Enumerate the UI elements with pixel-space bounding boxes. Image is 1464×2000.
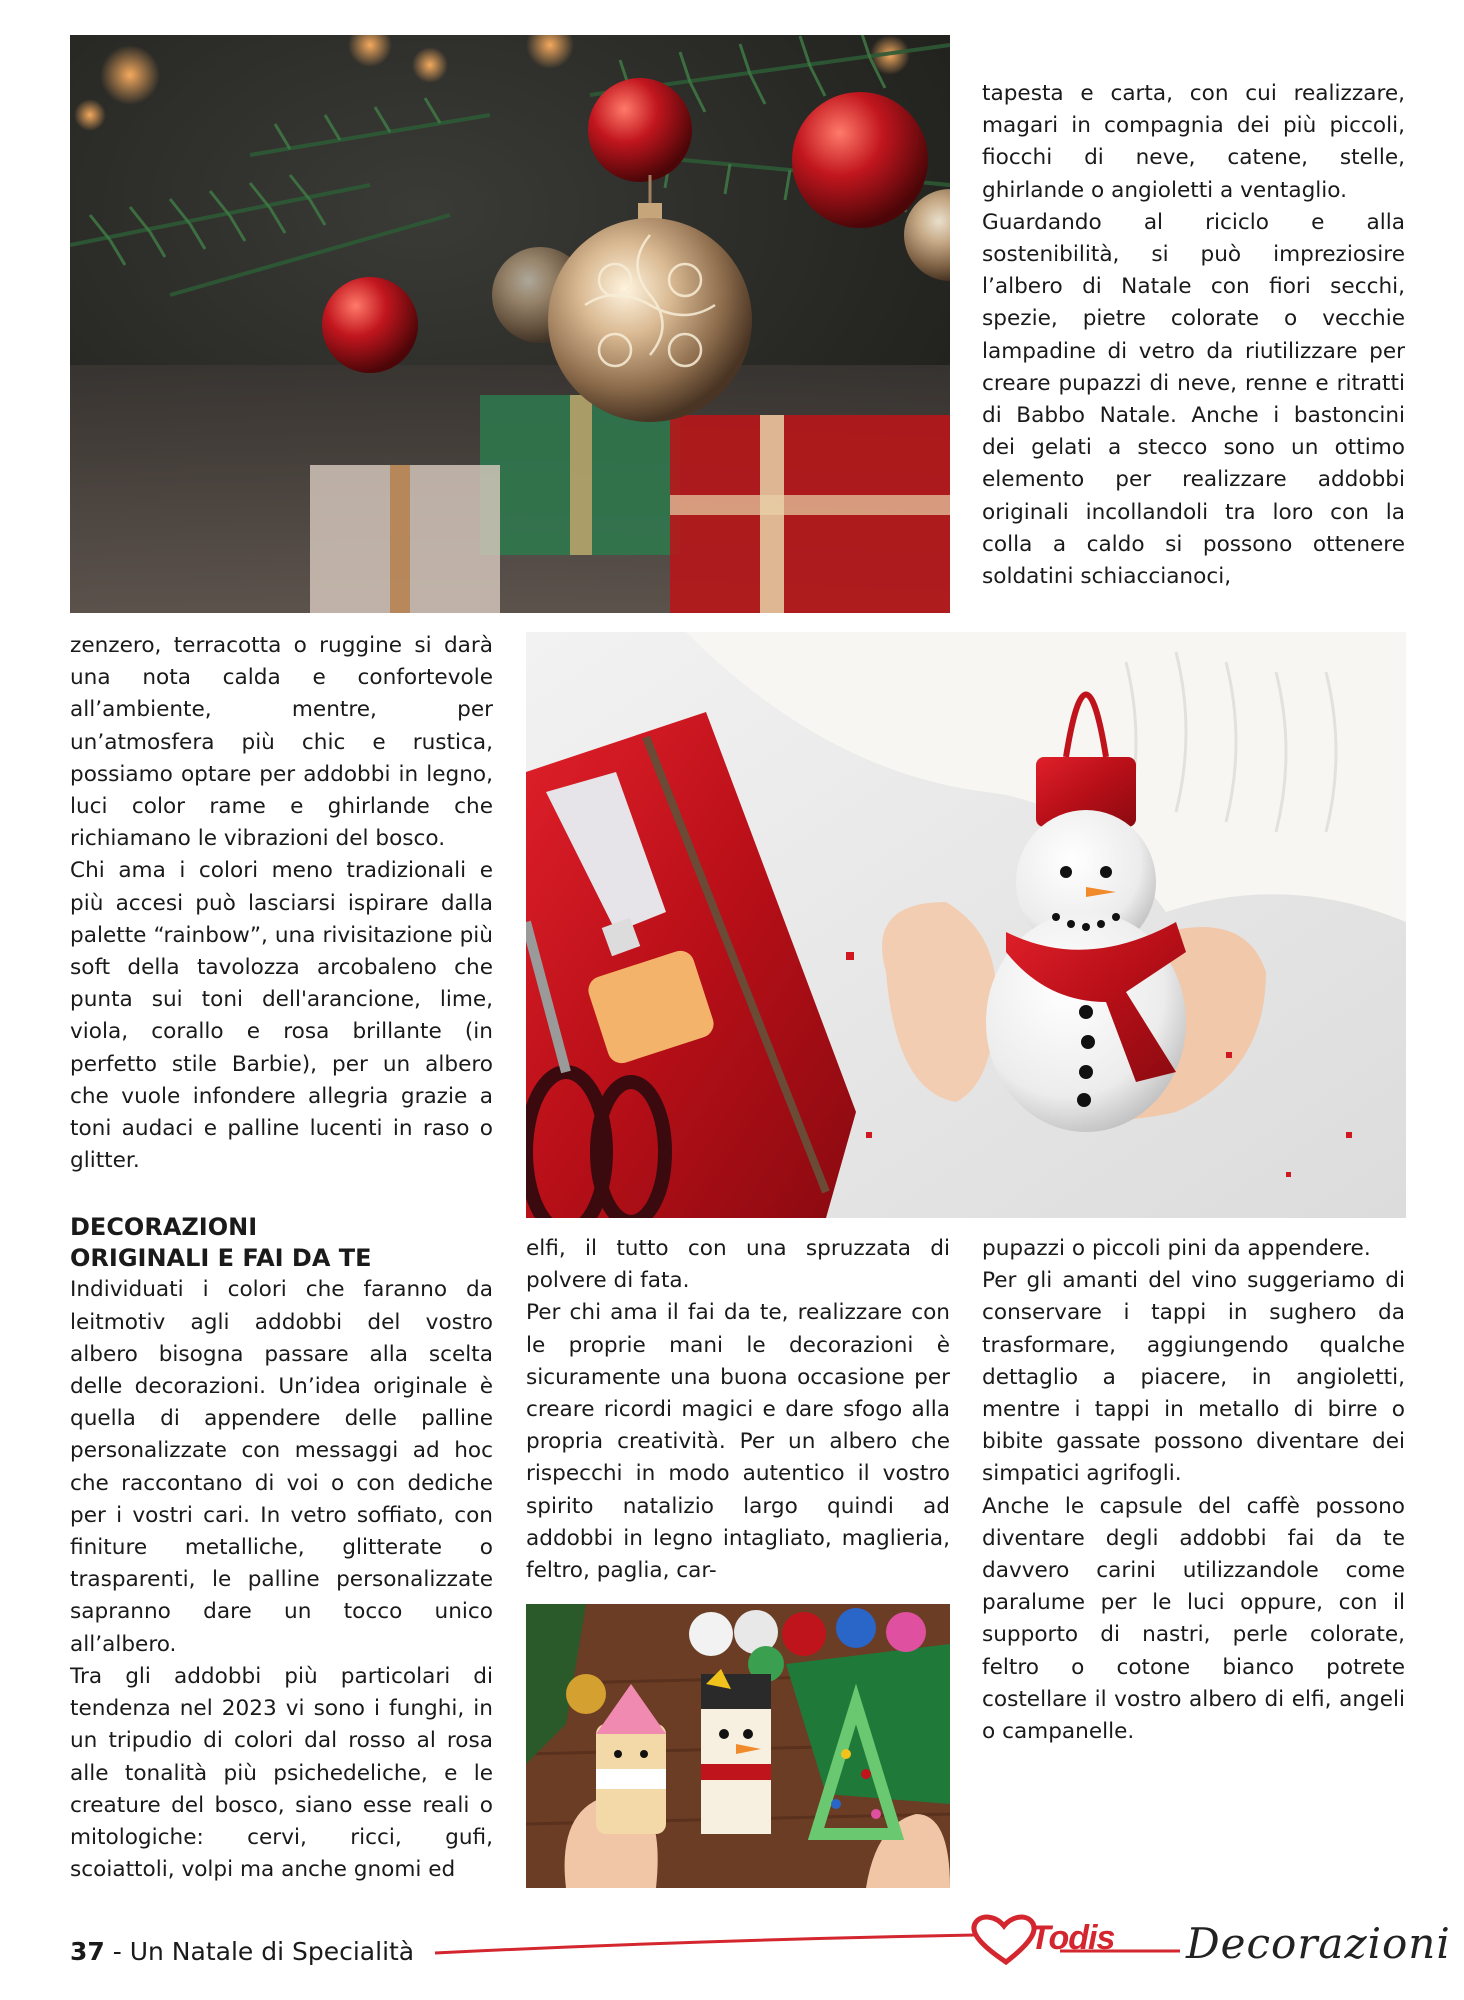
article-column-middle xyxy=(526,1233,950,1587)
paragraph: Chi ama i colori meno tradizionali e più accesi può lasciarsi ispirare dalla palette “rainbow”, una rivisitazione più soft della tavolozza arcobaleno che punta sui toni dell'arancione, lime, viola, corallo e rosa brillante (in perfetto stile Barbie), per un albero che vuole infondere allegria grazie a toni audaci e palline lucenti in raso o glitter. xyxy=(70,858,493,1174)
popsicle-crafts-photo xyxy=(526,1604,950,1888)
christmas-tree-illustration xyxy=(70,35,950,613)
section-heading-line-2: ORIGINALI E FAI DA TE xyxy=(70,1244,372,1273)
paragraph: Per chi ama il fai da te, realizzare con le proprie mani le decorazioni è sicuramente una buona occasione per creare ricordi magici e dare sfogo alla propria creatività. Per un albero che rispecchi in modo autentico il vostro spirito natalizio largo quindi ad addobbi in legno intagliato, maglieria, feltro, paglia, car- xyxy=(526,1300,950,1584)
paragraph: Per gli amanti del vino suggeriamo di conservare i tappi in sughero da trasformare, aggiungendo qualche dettaglio a piacere, in angioletti, mentre i tappi in metallo di birre o bibite gassate possono diventare dei simpatici agrifogli. xyxy=(982,1268,1405,1487)
paragraph: zenzero, terracotta o ruggine si darà una nota calda e confortevole all’ambiente, mentre, per un’atmosfera più chic e rustica, possiamo optare per addobbi in legno, luci color rame e ghirlande che richiamano le vibrazioni del bosco. xyxy=(70,633,493,852)
footer-separator: - xyxy=(104,1937,130,1966)
paragraph: Tra gli addobbi più particolari di tendenza nel 2023 vi sono i funghi, in un tripudio di colori dal rosso al rosa alle tonalità più psichedeliche, e le creature del bosco, siano esse reali o mitologiche: cervi, ricci, gufi, scoiattoli, volpi ma anche gnomi ed xyxy=(70,1663,493,1883)
paragraph: pupazzi o piccoli pini da appendere. xyxy=(982,1236,1371,1261)
paragraph: Individuati i colori che faranno da leitmotiv agli addobbi del vostro albero bisogna passare alla scelta delle decorazioni. Un’idea originale è quella di appendere delle palline personalizzate con messaggi ad hoc che raccontano di voi o con dediche per i vostri cari. In vetro soffiato, con finiture metalliche, glitterate o trasparenti, le palline personalizzate sapranno dare un tocco unico all’albero. xyxy=(70,1277,493,1657)
spacer xyxy=(70,1177,493,1212)
article-column-right-top xyxy=(982,78,1405,593)
section-name: Decorazioni xyxy=(1186,1919,1451,1968)
publication-title: Un Natale di Specialità xyxy=(129,1937,415,1966)
snowman-lightbulb-photo xyxy=(526,632,1406,1218)
paragraph: Anche le capsule del caffè possono diventare degli addobbi fai da te davvero carini utilizzandole come paralume per le luci oppure, con il supporto di nastri, perle colorate, feltro o cotone bianco potrete costellare il vostro albero di elfi, angeli o campanelle. xyxy=(982,1493,1405,1745)
paragraph: tapesta e carta, con cui realizzare, magari in compagnia dei più piccoli, fiocchi di neve, catene, stelle, ghirlande o angioletti a ventaglio. xyxy=(982,81,1405,203)
page-number: 37 xyxy=(70,1937,105,1966)
christmas-tree-photo xyxy=(70,35,950,613)
paragraph: elfi, il tutto con una spruzzata di polvere di fata. xyxy=(526,1236,950,1294)
section-heading xyxy=(70,1212,493,1274)
article-column-left xyxy=(70,630,493,1886)
brand-name: Todis xyxy=(1030,1919,1115,1957)
popsicle-crafts-illustration xyxy=(526,1604,950,1888)
article-column-right-bottom xyxy=(982,1233,1405,1748)
snowman-lightbulb-illustration xyxy=(526,632,1406,1218)
section-heading-line-1: DECORAZIONI xyxy=(70,1213,258,1242)
paragraph: Guardando al riciclo e alla sostenibilità, si può impreziosire l’albero di Natale con fiori secchi, spezie, pietre colorate o vecchie lampadine di vetro da riutilizzare per creare pupazzi di neve, renne e ritratti di Babbo Natale. Anche i bastoncini dei gelati a stecco sono un ottimo elemento per realizzare addobbi originali incollandoli tra loro con la colla a caldo si possono ottenere soldatini schiaccianoci, xyxy=(982,209,1405,590)
